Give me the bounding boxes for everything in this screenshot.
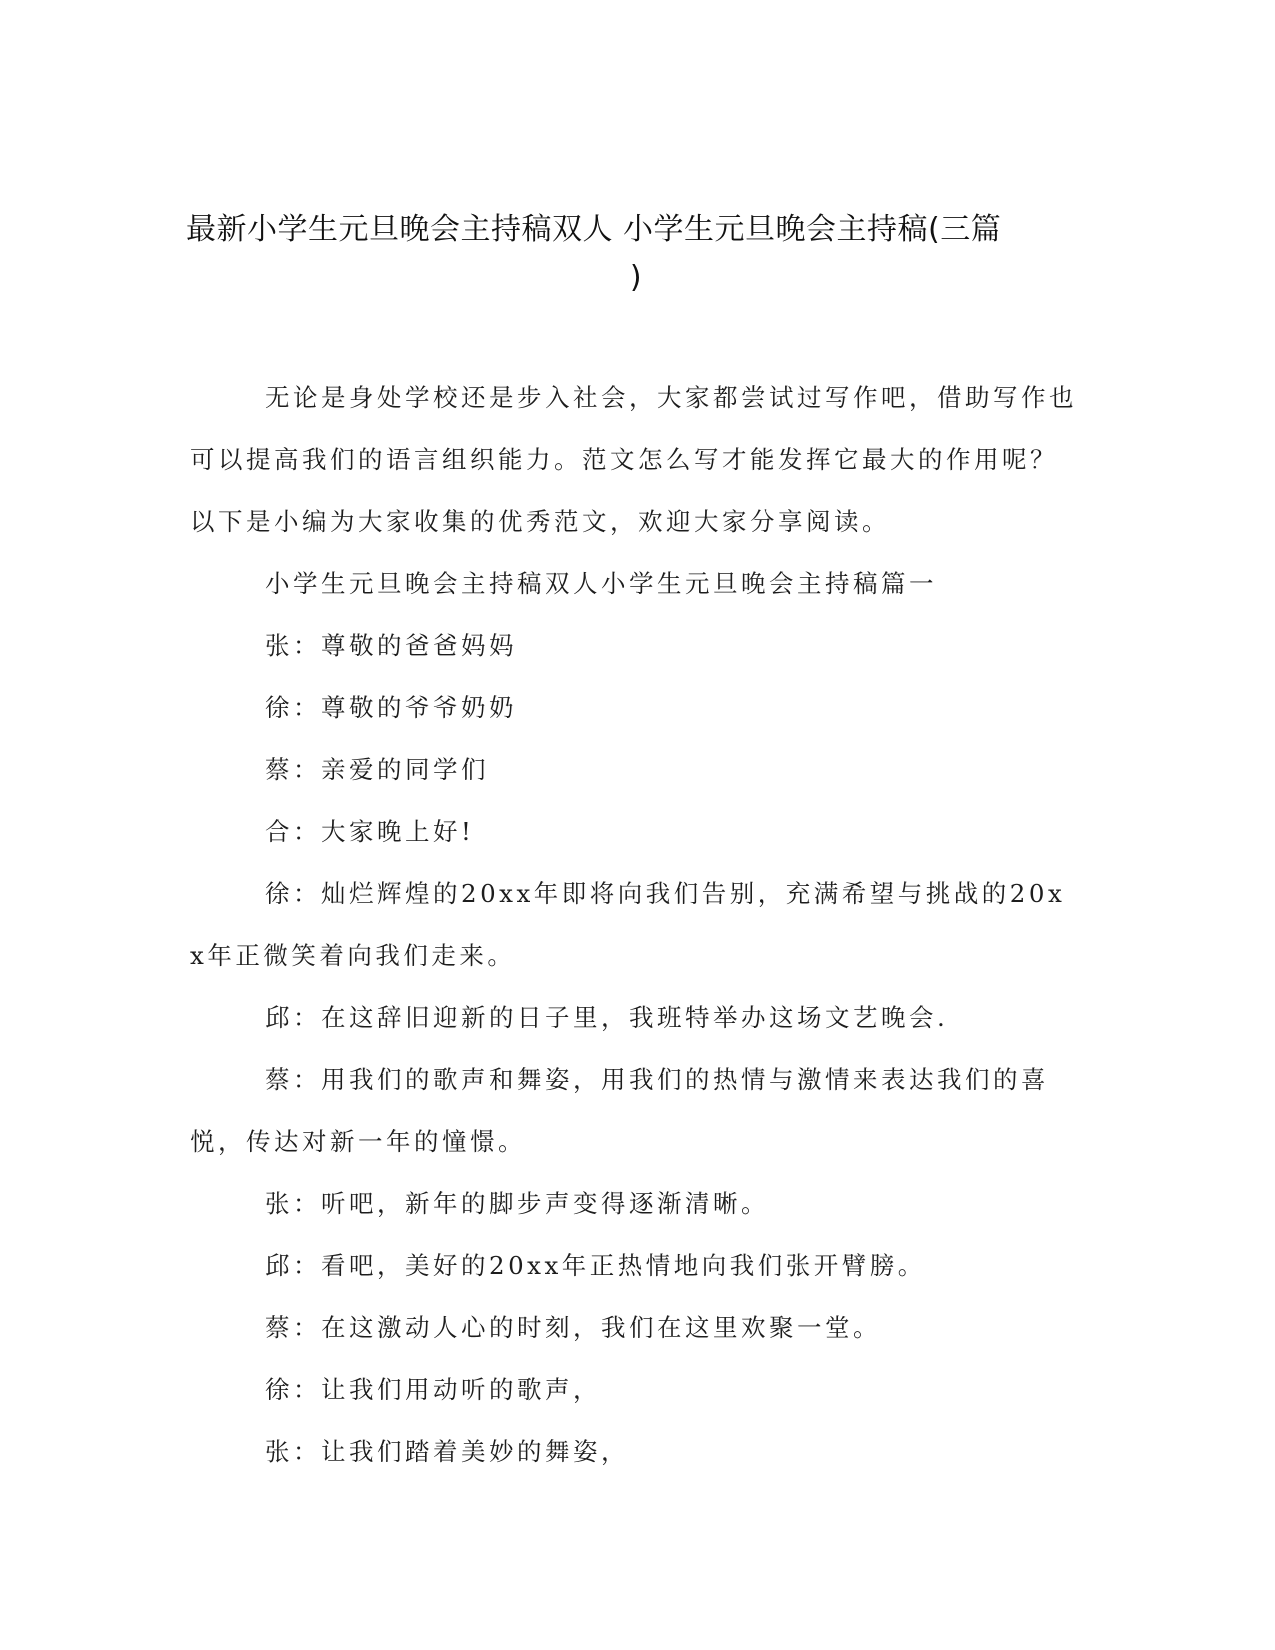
intro-paragraph: 无论是身处学校还是步入社会，大家都尝试过写作吧，借助写作也可以提高我们的语言组织能力。范文怎么写才能发挥它最大的作用呢？以下是小编为大家收集的优秀范文，欢迎大家分享阅读。 [190, 383, 1077, 536]
script-line: 合：大家晚上好! [265, 817, 475, 846]
title-line-1: 最新小学生元旦晚会主持稿双人 小学生元旦晚会主持稿(三篇 [186, 212, 1002, 247]
document-title [186, 206, 1086, 302]
script-line: 徐：灿烂辉煌的20xx年即将向我们告别，充满希望与挑战的20xx年正微笑着向我们走来。 [190, 879, 1066, 970]
script-line: 张：尊敬的爸爸妈妈 [265, 631, 517, 660]
title-line-2: ) [629, 260, 643, 295]
script-line: 蔡：在这激动人心的时刻，我们在这里欢聚一堂。 [265, 1313, 881, 1342]
script-line: 张：听吧，新年的脚步声变得逐渐清晰。 [265, 1189, 769, 1218]
script-line: 徐：尊敬的爷爷奶奶 [265, 693, 517, 722]
script-line: 徐：让我们用动听的歌声， [265, 1375, 601, 1404]
document-body [190, 367, 1080, 1483]
script-line: 邱：在这辞旧迎新的日子里，我班特举办这场文艺晚会. [265, 1003, 949, 1032]
script-line: 蔡：亲爱的同学们 [265, 755, 489, 784]
script-line: 张：让我们踏着美妙的舞姿， [265, 1437, 629, 1466]
script-line: 蔡：用我们的歌声和舞姿，用我们的热情与激情来表达我们的喜悦，传达对新一年的憧憬。 [190, 1065, 1049, 1156]
section-heading: 小学生元旦晚会主持稿双人小学生元旦晚会主持稿篇一 [265, 569, 937, 598]
script-line: 邱：看吧，美好的20xx年正热情地向我们张开臂膀。 [265, 1251, 926, 1280]
